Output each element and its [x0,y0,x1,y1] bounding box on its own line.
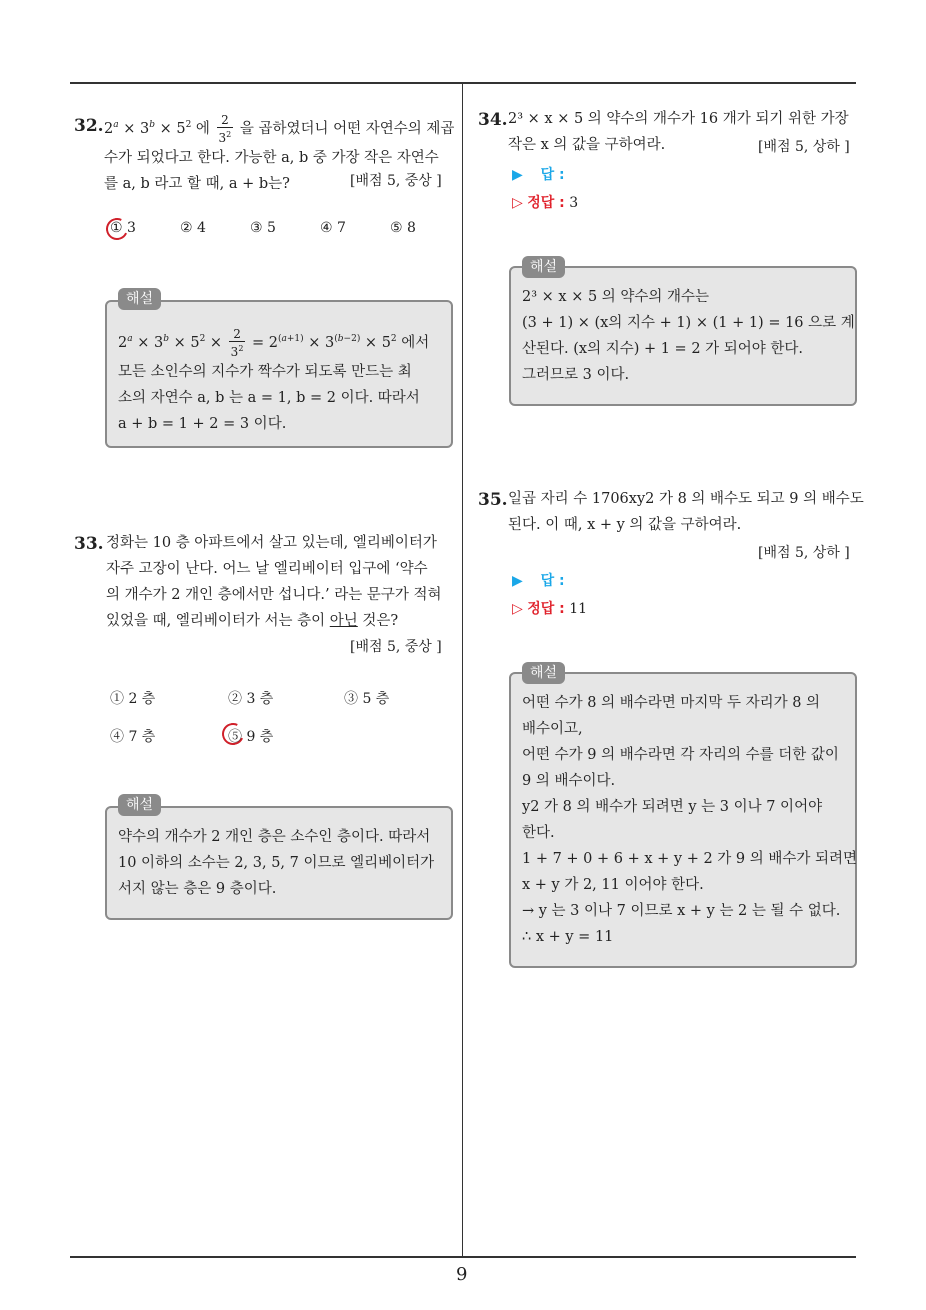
q35-explain-line9: → y 는 3 이나 7 이므로 x + y 는 2 는 될 수 없다. [522,903,841,919]
q33-underline-word: 아닌 [329,613,358,629]
q32-choice-5[interactable]: ⑤ 8 [390,220,416,236]
q35-answer-triangle-icon: ▶ [512,573,523,589]
q35-answer-label: 답 : [540,573,565,589]
page-number: 9 [456,1264,468,1285]
q32-explanation-tag: 해설 [118,288,161,310]
q32-explain-line1: $2^a \times 3^b \times 5^2$ × $\frac{2}{3^2}$ = $2^{(a+1)} \times 3^{(b-2)} \times 5^2$ 에서 [118,326,430,359]
q35-explain-line6: 한다. [522,825,555,841]
q34-answer-triangle-icon: ▶ [512,167,523,183]
q33-explain-line3: 서지 않는 층은 9 층이다. [118,881,277,897]
q34-line2: 작은 x 의 값을 구하여라. [508,137,666,153]
column-divider [462,82,463,1258]
q33-explain-line2: 10 이하의 소수는 2, 3, 5, 7 이므로 엘리베이터가 [118,855,435,871]
q35-correct-value: 11 [569,601,588,617]
q34-correct-label: 정답 : [527,195,565,211]
q34-correct-row [512,192,578,212]
q35-explanation-tag: 해설 [522,662,565,684]
q34-explain-line1: 2³ × x × 5 의 약수의 개수는 [522,289,710,305]
q35-number: 35. [478,490,508,510]
q32-explanation-text [118,326,448,437]
q35-explain-line10: ∴ x + y = 11 [522,929,614,945]
q35-explain-line5: y2 가 8 의 배수가 되려면 y 는 3 이나 7 이어야 [522,799,823,815]
q32-meta: [배점 5, 중상 ] [350,173,442,189]
q35-correct-label: 정답 : [527,601,565,617]
bottom-rule [70,1256,856,1258]
q32-choice-2[interactable]: ② 4 [180,220,206,236]
q33-explanation-text [118,824,448,902]
q32-number: 32. [74,116,104,136]
q33-line4: 있었을 때, 엘리베이터가 서는 층이 아닌 것은? [106,613,399,629]
q34-explain-line2: (3 + 1) × (x의 지수 + 1) × (1 + 1) = 16 으로 계 [522,315,855,331]
q34-meta: [배점 5, 상하 ] [758,139,850,155]
q35-explain-line4: 9 의 배수이다. [522,773,616,789]
q34-correct-value: 3 [569,195,579,211]
q33-choice-4[interactable]: ④ 7 층 [110,729,156,745]
top-rule [70,82,856,84]
q35-meta: [배점 5, 상하 ] [758,545,850,561]
q32-line3: 를 a, b 라고 할 때, a + b는? [104,175,290,192]
q32-fraction: $\frac{2}{3^2}$ [218,112,232,145]
q32-choice-3[interactable]: ③ 5 [250,220,276,236]
q33-meta: [배점 5, 중상 ] [350,639,442,655]
q32-line1: $2^a \times 3^b \times 5^2$ 에 $\frac{2}{3^2}$ 을 곱하였더니 어떤 자연수의 제곱 [104,112,455,145]
q35-text [508,486,864,538]
q35-explain-line7: 1 + 7 + 0 + 6 + x + y + 2 가 9 의 배수가 되려면 [522,851,858,867]
q33-choice-3[interactable]: ③ 5 층 [344,691,390,707]
q32-choice-4[interactable]: ④ 7 [320,220,346,236]
q32-choice-1[interactable]: ① 3 [110,220,136,236]
q34-answer-row [512,164,565,184]
q35-correct-row [512,598,587,618]
q34-number: 34. [478,110,508,130]
q33-choice-1[interactable]: ① 2 층 [110,691,156,707]
q34-answer-label: 답 : [540,167,565,183]
q35-explain-line8: x + y 가 2, 11 이어야 한다. [522,877,704,893]
q35-explain-line1: 어떤 수가 8 의 배수라면 마지막 두 자리가 8 의 [522,695,821,711]
q32-explain-line4: a + b = 1 + 2 = 3 이다. [118,415,287,432]
q35-answer-row [512,570,565,590]
q34-correct-triangle-icon: ▷ [512,195,523,211]
q33-choice-5[interactable]: ⑤ 9 층 [228,729,274,745]
q32-explain-line3: 소의 자연수 a, b 는 a = 1, b = 2 이다. 따라서 [118,389,420,406]
q34-explanation-text [522,284,855,388]
q35-line2: 된다. 이 때, x + y 의 값을 구하여라. [508,517,742,533]
q35-line1: 일곱 자리 수 1706xy2 가 8 의 배수도 되고 9 의 배수도 [508,491,864,507]
q34-explain-line4: 그러므로 3 이다. [522,367,630,383]
q35-explain-line2: 배수이고, [522,721,583,737]
q33-choice-2[interactable]: ② 3 층 [228,691,274,707]
q33-line3: 의 개수가 2 개인 층에서만 섭니다.’ 라는 문구가 적혀 [106,587,442,603]
q33-explain-line1: 약수의 개수가 2 개인 층은 소수인 층이다. 따라서 [118,829,431,845]
q32-explain-line2: 모든 소인수의 지수가 짝수가 되도록 만드는 최 [118,363,412,380]
q33-number: 33. [74,534,104,554]
q34-line1: 2³ × x × 5 의 약수의 개수가 16 개가 되기 위한 가장 [508,111,849,127]
q33-line1: 정화는 10 층 아파트에서 살고 있는데, 엘리베이터가 [106,535,437,551]
q34-explain-line3: 산된다. (x의 지수) + 1 = 2 가 되어야 한다. [522,341,804,357]
q35-correct-triangle-icon: ▷ [512,601,523,617]
q35-explain-line3: 어떤 수가 9 의 배수라면 각 자리의 수를 더한 값이 [522,747,839,763]
q33-line2: 자주 고장이 난다. 어느 날 엘리베이터 입구에 ‘약수 [106,561,428,577]
q33-text [106,530,458,634]
q34-explanation-tag: 해설 [522,256,565,278]
q32-line2: 수가 되었다고 한다. 가능한 a, b 중 가장 작은 자연수 [104,149,439,166]
q35-explanation-text [522,690,858,950]
q33-explanation-tag: 해설 [118,794,161,816]
